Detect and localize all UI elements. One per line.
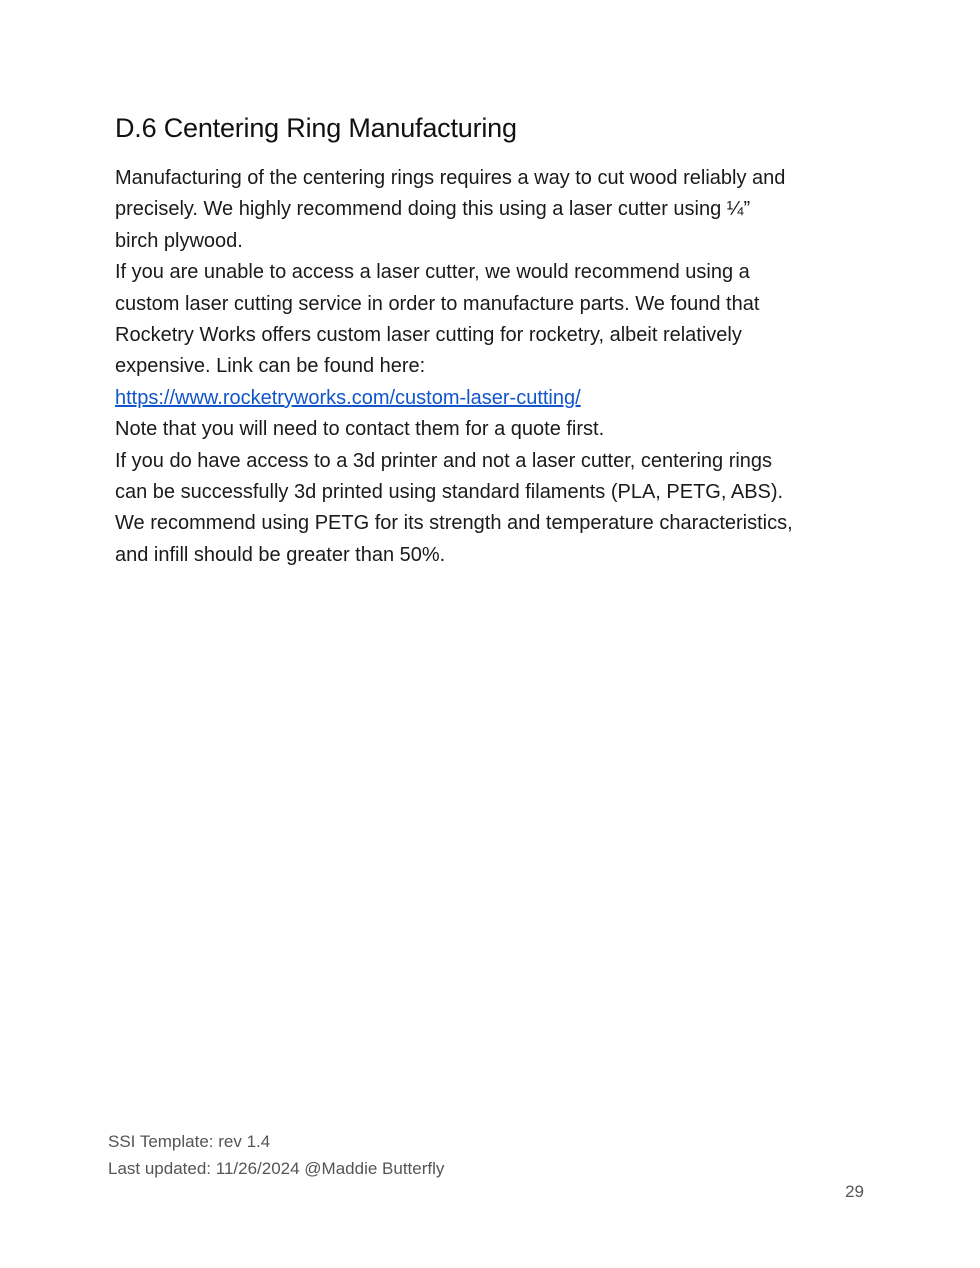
body-line: If you are unable to access a laser cutter, we would recommend using a — [115, 261, 750, 284]
footer-updated: Last updated: 11/26/2024 @Maddie Butterfly — [108, 1159, 445, 1178]
body-line: We recommend using PETG for its strength and temperature characteristics, — [115, 512, 793, 535]
body-line: custom laser cutting service in order to manufacture parts. We found that — [115, 292, 760, 315]
body-line: expensive. Link can be found here: — [115, 355, 426, 378]
body-line: can be successfully 3d printed using standard filaments (PLA, PETG, ABS). — [115, 481, 784, 504]
body-line: precisely. We highly recommend doing this using a laser cutter using ¼” — [115, 198, 751, 221]
footer-template: SSI Template: rev 1.4 — [108, 1132, 271, 1151]
body-line: Rocketry Works offers custom laser cutting for rocketry, albeit relatively — [115, 324, 742, 347]
body-line: If you do have access to a 3d printer and not a laser cutter, centering rings — [115, 449, 773, 472]
body-line: and infill should be greater than 50%. — [115, 543, 446, 566]
body-line: birch plywood. — [115, 229, 243, 252]
section-body — [115, 163, 875, 571]
link-line — [115, 383, 875, 414]
rocketryworks-link[interactable]: https://www.rocketryworks.com/custom-laser-cutting/ — [115, 386, 581, 409]
page-footer — [108, 1128, 444, 1182]
body-line: Note that you will need to contact them for a quote first. — [115, 418, 605, 441]
page-number: 29 — [845, 1182, 864, 1201]
section-heading: D.6 Centering Ring Manufacturing — [115, 113, 517, 143]
body-line: Manufacturing of the centering rings requires a way to cut wood reliably and — [115, 167, 786, 189]
